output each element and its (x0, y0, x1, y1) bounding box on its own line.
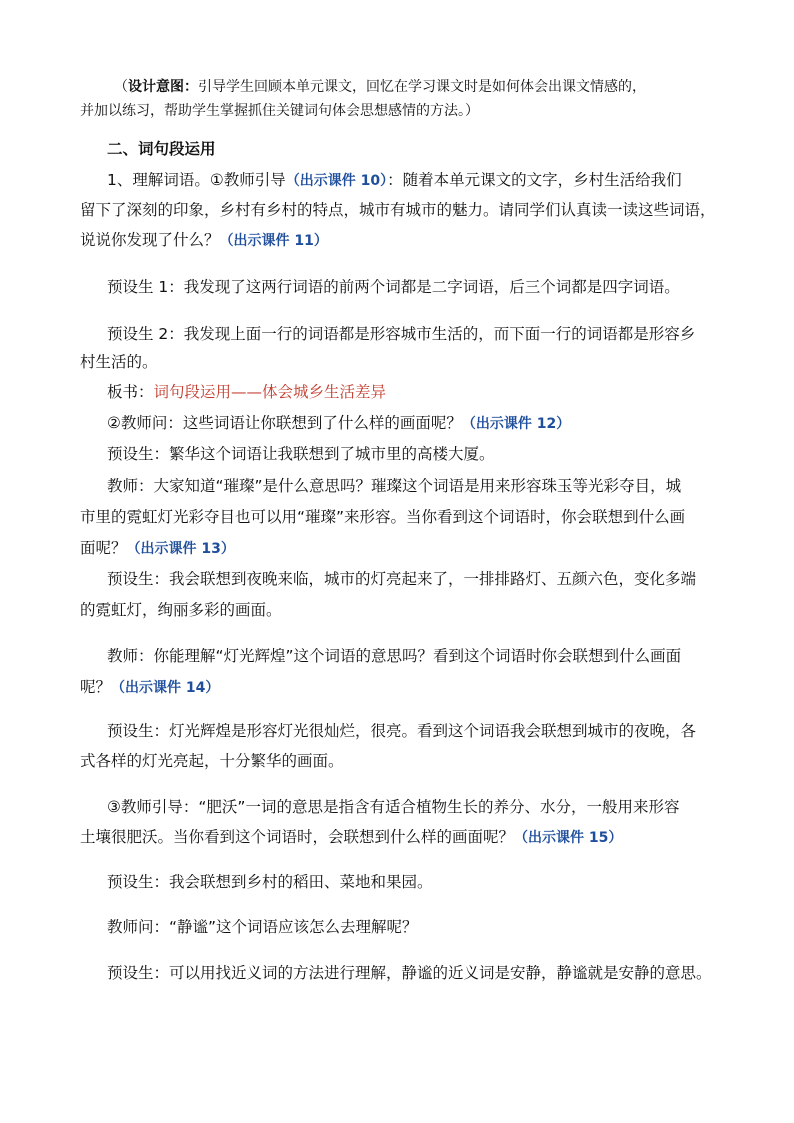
note-open-paren: （ (114, 79, 128, 95)
p1-line-3 (80, 230, 328, 251)
p1-line-2: 留下了深刻的印象，乡村有乡村的特点，城市有城市的魅力。请同学们认真读一读这些词语， (80, 201, 716, 219)
p2-line: 预设生 1：我发现了这两行词语的前两个词都是二字词语，后三个词都是四字词语。 (107, 278, 680, 296)
p10-line-1: ③教师引导：“肥沃”一词的意思是指含有适合植物生长的养分、水分，一般用来形容 (107, 798, 680, 816)
p1-line-1 (107, 170, 682, 191)
courseware-tag-14: （出示课件 14） (111, 680, 220, 696)
courseware-tag-12: （出示课件 12） (461, 416, 571, 432)
design-note-line-2: 并加以练习，帮助学生掌握抓住关键词句体会思想感情的方法。） (80, 103, 479, 119)
p6-line-3 (80, 538, 235, 559)
p6-line-2: 市里的霓虹灯光彩夺目也可以用“璀璨”来形容。当你看到这个词语时，你会联想到什么画 (80, 508, 686, 526)
p10-line-2 (80, 827, 622, 848)
p3-line-2: 村生活的。 (80, 353, 158, 371)
p7-line-2: 的霓虹灯，绚丽多彩的画面。 (80, 601, 282, 619)
p11-line: 预设生：我会联想到乡村的稻田、菜地和果园。 (107, 873, 433, 891)
p12-line: 教师问：“静谧”这个词语应该怎么去理解呢？ (107, 918, 418, 936)
courseware-tag-10: （出示课件 10） (285, 173, 388, 189)
design-note-text-1: 引导学生回顾本单元课文，回忆在学习课文时是如何体会出课文情感的， (198, 79, 646, 95)
p5-line: 预设生：繁华这个词语让我联想到了城市里的高楼大厦。 (107, 445, 495, 463)
p3-line-1: 预设生 2：我发现上面一行的词语都是形容城市生活的，而下面一行的词语都是形容乡 (107, 325, 696, 343)
p7-line-1: 预设生：我会联想到夜晚来临，城市的灯亮起来了，一排排路灯、五颜六色，变化多端 (107, 570, 697, 588)
p9-line-2: 式各样的灯光亮起，十分繁华的画面。 (80, 752, 344, 770)
design-note-label: 设计意图： (128, 79, 198, 95)
p9-line-1: 预设生：灯光辉煌是形容灯光很灿烂，很亮。看到这个词语我会联想到城市的夜晚，各 (107, 722, 697, 740)
board-line (107, 382, 386, 402)
courseware-tag-15: （出示课件 15） (514, 830, 623, 846)
p10-text-c: 土壤很肥沃。当你看到这个词语时，会联想到什么样的画面呢？ (80, 828, 515, 846)
p4-line (107, 413, 570, 434)
courseware-tag-13: （出示课件 13） (126, 541, 235, 557)
p1-text-a: 1、理解词语。①教师引导 (107, 171, 286, 189)
p1-text-c: 说说你发现了什么？ (80, 231, 220, 249)
p4-text: ②教师问：这些词语让你联想到了什么样的画面呢？ (107, 414, 462, 432)
p8-line-2 (80, 677, 219, 698)
section-heading: 二、词句段运用 (107, 140, 216, 158)
board-text: 词句段运用——体会城乡生活差异 (153, 383, 387, 401)
p6-line-1: 教师：大家知道“璀璨”是什么意思吗？璀璨这个词语是用来形容珠玉等光彩夺目，城 (107, 477, 682, 495)
p1-text-b: ：随着本单元课文的文字，乡村生活给我们 (387, 171, 682, 189)
board-label: 板书： (107, 383, 154, 401)
p13-line: 预设生：可以用找近义词的方法进行理解，静谧的近义词是安静，静谧就是安静的意思。 (107, 964, 712, 982)
p6-text-c: 面呢？ (80, 539, 127, 557)
p8-text-c: 呢？ (80, 678, 112, 696)
p8-line-1: 教师：你能理解“灯光辉煌”这个词语的意思吗？看到这个词语时你会联想到什么画面 (107, 647, 682, 665)
design-note-line-1 (114, 77, 646, 97)
courseware-tag-11: （出示课件 11） (219, 233, 328, 249)
